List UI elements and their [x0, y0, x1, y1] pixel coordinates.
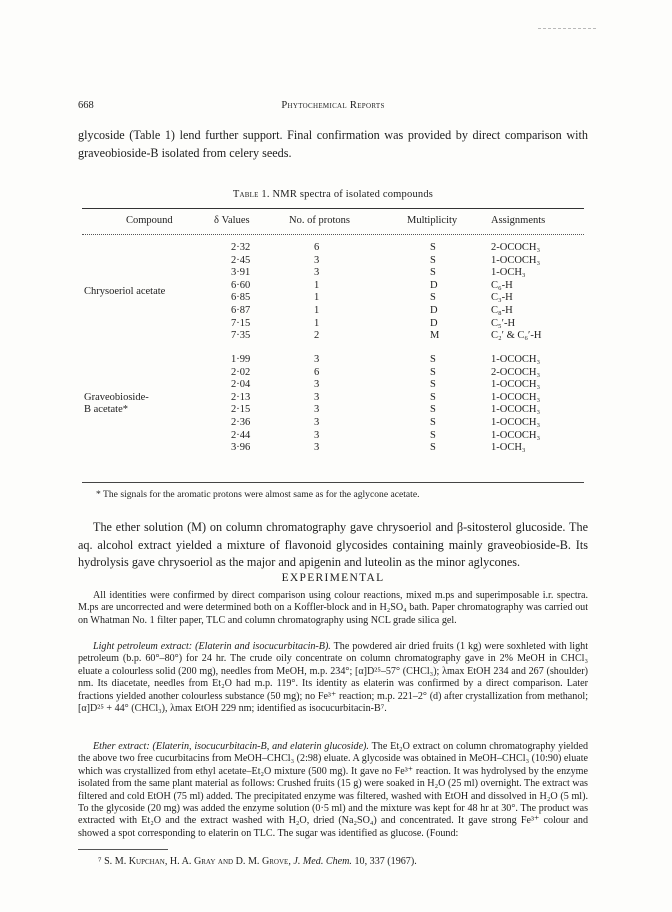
cell-delta: 6·85	[231, 292, 251, 304]
table-caption-text: NMR spectra of isolated compounds	[272, 189, 434, 200]
reference-journal: J. Med. Chem.	[293, 856, 352, 867]
cell-multiplicity: M	[430, 330, 440, 342]
table-bottom-rule	[82, 482, 584, 483]
reference-authors: S. M. Kupchan, H. A. Gray and D. M. Grove,	[104, 856, 291, 867]
cell-multiplicity: S	[430, 379, 436, 391]
cell-protons: 3	[314, 442, 320, 454]
header-no-of-protons: No. of protons	[289, 215, 350, 226]
ether-extract-body: The Et₂O extract on column chromatography yielded the above two free cucurbitacins from MeOH–CHCl₃ (2:98) eluate. A glycoside was obtained in MeOH–CHCl₃ (10:90) eluate which was crystallized from ethyl acetate–Et₂O mixture (500 mg). It gave no Fe³⁺ reaction. It was hydrolysed by the enzyme isolated from the same plant material as follows: Crushed fruits (15 g) were soaked in H₂O (25 ml) overnight. The extract was filtered and cold EtOH (75 ml) added. The precipitated enzyme was filtered, washed with EtOH and dissolved in H₂O (5 ml). To the glycoside (20 mg) was added the enzyme solution (0·5 ml) and the mixture was kept for 48 hr at 30°. The product was extracted with Et₂O and the extract washed with H₂O, dried (Na₂SO₄) and concentrated. It gave strong Fe³⁺ colour and showed a spot corresponding to elaterin on TLC. The sugar was identified as glucose. (Found:	[78, 741, 588, 839]
ether-solution-paragraph: The ether solution (M) on column chromatography gave chrysoeriol and β-sitosterol glucoside. The aq. alcohol extract yielded a mixture of flavonoid glycosides containing mainly graveobioside-B. Its hydrolysis gave chrysoeriol as the major and apigenin and luteolin as the minor aglycones.	[78, 520, 588, 569]
cell-assignment: 1-OCOCH₃	[491, 417, 541, 428]
cell-delta: 2·15	[231, 404, 251, 416]
header-assignments: Assignments	[491, 215, 546, 226]
cell-multiplicity: S	[430, 417, 436, 428]
light-petroleum-paragraph	[78, 641, 588, 715]
cell-assignment: 1-OCOCH₃	[491, 391, 541, 403]
cell-multiplicity: S	[430, 267, 436, 279]
table-caption	[78, 189, 588, 200]
cell-protons: 3	[314, 404, 320, 416]
header-compound: Compound	[126, 215, 173, 226]
cell-protons: 3	[314, 429, 320, 441]
compound-name	[84, 392, 149, 417]
cell-delta: 2·36	[231, 417, 251, 428]
cell-delta: 2·13	[231, 391, 251, 403]
cell-assignment: 2-OCOCH₃	[491, 242, 541, 253]
scan-corner-mark	[538, 28, 596, 29]
cell-assignment: 1-OCOCH₃	[491, 379, 541, 391]
page-number: 668	[78, 100, 94, 111]
cell-multiplicity: S	[430, 391, 436, 403]
light-petroleum-title: Light petroleum extract: (Elaterin and isocucurbitacin-B).	[93, 641, 331, 652]
compound-name	[84, 286, 165, 299]
compound-name-line: B acetate*	[84, 404, 129, 416]
table-footnote: * The signals for the aromatic protons were almost same as for the aglycone acetate.	[96, 489, 420, 500]
reference-number: ⁷	[98, 856, 102, 867]
table-header-rule	[82, 234, 584, 235]
light-petroleum-body: The powdered air dried fruits (1 kg) were soxhleted with light petroleum (b.p. 60°–80°) for 24 hr. The crude oily concentrate on column chromatography gave in 2% MeOH in CHCl₃ eluate a colourless solid (200 mg), needles from MeOH, m.p. 234°; [α]D²⁵–57° (CHCl₃); λmax EtOH 234 and 267 (shoulder) nm. Its diacetate, needles from Et₂O had m.p. 119°. Its identity as elaterin was confirmed by a direct comparison. Later fractions yielded another colourless substance (50 mg); no Fe³⁺ reaction; m.p. 221–2° (d) after crystallization from methanol; [α]D²⁵ + 44° (CHCl₃), λmax EtOH 229 nm; identified as isocucurbitacin-B⁷.	[78, 641, 588, 715]
cell-delta: 3·96	[231, 442, 251, 454]
reference-rule	[78, 849, 168, 850]
cell-protons: 2	[314, 330, 320, 342]
experimental-general-paragraph: All identities were confirmed by direct comparison using colour reactions, mixed m.ps and superimposable i.r. spectra. M.ps are uncorrected and were determined both on a Koffler-block and in H₂SO₄ bath. Paper chromatography was carried out on Whatman No. 1 filter paper, TLC and column chromatography using NCL grade silica gel.	[78, 590, 588, 626]
cell-assignment: 2-OCOCH₃	[491, 366, 541, 378]
cell-protons: 3	[314, 379, 320, 391]
cell-assignment: 1-OCOCH₃	[491, 429, 541, 441]
cell-assignment: 1-OCH₃	[491, 267, 526, 279]
cell-assignment: 1-OCOCH₃	[491, 354, 541, 365]
cell-multiplicity: D	[430, 279, 438, 291]
cell-assignment: 1-OCOCH₃	[491, 404, 541, 416]
cell-delta: 1·99	[231, 354, 251, 365]
cell-assignment: C₂′ & C₆′-H	[491, 330, 542, 342]
cell-multiplicity: S	[430, 254, 436, 266]
cell-multiplicity: S	[430, 404, 436, 416]
cell-multiplicity: S	[430, 292, 436, 304]
cell-multiplicity: S	[430, 366, 436, 378]
cell-assignment: C₈-H	[491, 305, 513, 316]
cell-delta: 2·32	[231, 242, 251, 253]
cell-delta: 2·44	[231, 429, 251, 441]
cell-protons: 1	[314, 305, 320, 316]
cell-multiplicity: D	[430, 305, 438, 316]
cell-multiplicity: S	[430, 429, 436, 441]
cell-delta: 7·35	[231, 330, 251, 342]
cell-protons: 1	[314, 317, 320, 329]
cell-protons: 3	[314, 417, 320, 428]
cell-delta: 7·15	[231, 317, 251, 329]
reference-7	[98, 856, 417, 867]
header-multiplicity: Multiplicity	[407, 215, 458, 226]
cell-protons: 1	[314, 292, 320, 304]
table-caption-label: Table 1.	[232, 189, 270, 200]
cell-delta: 2·45	[231, 254, 251, 266]
cell-protons: 6	[314, 366, 320, 378]
cell-assignment: C₃-H	[491, 292, 513, 304]
cell-protons: 3	[314, 254, 320, 266]
ether-extract-paragraph	[78, 741, 588, 840]
journal-title: Phytochemical Reports	[281, 100, 385, 111]
cell-protons: 3	[314, 267, 320, 279]
cell-multiplicity: S	[430, 442, 436, 454]
reference-details: 10, 337 (1967).	[354, 856, 417, 867]
cell-delta: 3·91	[231, 267, 251, 279]
intro-paragraph: glycoside (Table 1) lend further support. Final confirmation was provided by direct comparison with graveobioside-B isolated from celery seeds.	[78, 128, 588, 160]
cell-protons: 3	[314, 354, 320, 365]
cell-multiplicity: S	[430, 242, 436, 253]
compound-name-line: Graveobioside-	[84, 391, 149, 403]
cell-assignment: 1-OCOCH₃	[491, 254, 541, 266]
ether-extract-title: Ether extract: (Elaterin, isocucurbitacin-B, and elaterin glucoside).	[93, 741, 369, 752]
running-header	[78, 100, 588, 114]
cell-delta: 6·60	[231, 279, 251, 291]
experimental-heading: EXPERIMENTAL	[281, 572, 385, 584]
compound-name-line: Chrysoeriol acetate	[84, 286, 166, 298]
cell-multiplicity: D	[430, 317, 438, 329]
cell-protons: 6	[314, 242, 320, 253]
cell-protons: 3	[314, 391, 320, 403]
cell-assignment: C₆-H	[491, 279, 513, 291]
cell-multiplicity: S	[430, 354, 436, 365]
header-delta-values: δ Values	[214, 215, 250, 226]
cell-protons: 1	[314, 279, 320, 291]
cell-delta: 2·04	[231, 379, 251, 391]
cell-delta: 6·87	[231, 305, 251, 316]
cell-assignment: C₅′-H	[491, 317, 516, 329]
cell-delta: 2·02	[231, 366, 251, 378]
table-top-rule	[82, 208, 584, 209]
cell-assignment: 1-OCH₃	[491, 442, 526, 454]
